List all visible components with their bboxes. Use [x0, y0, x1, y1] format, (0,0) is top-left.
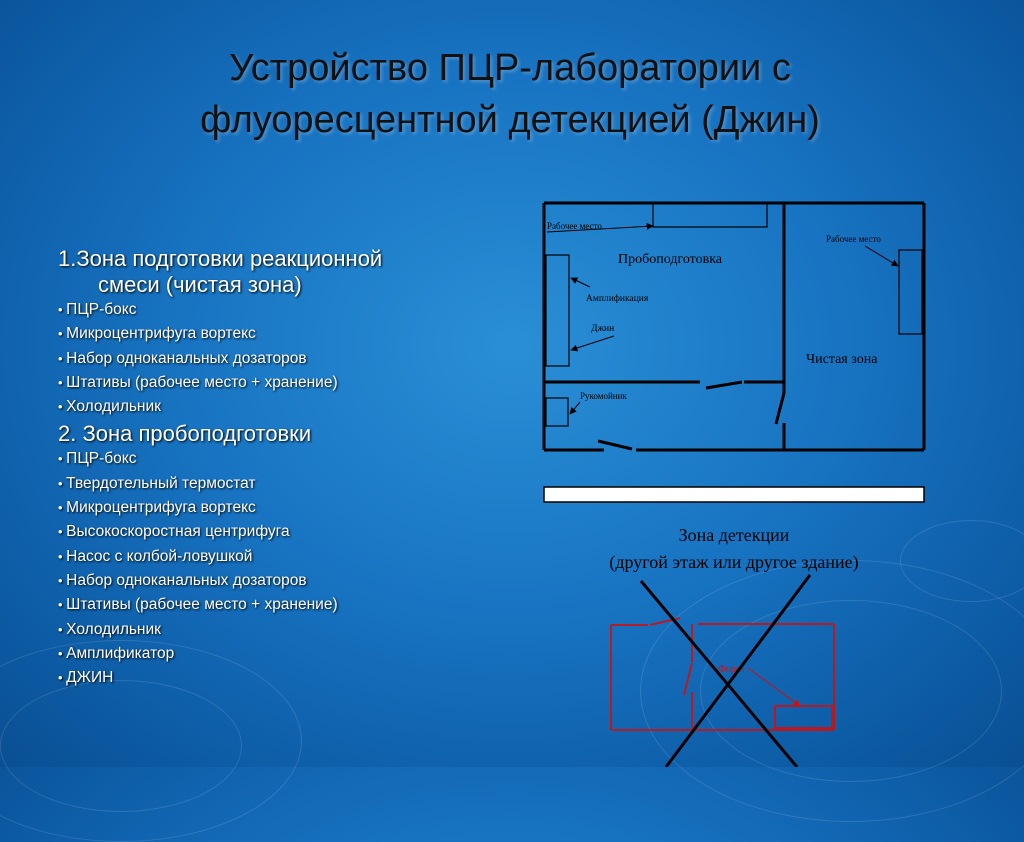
- label-workplace-left: Рабочее место: [547, 221, 602, 231]
- list-item: • Микроцентрифуга вортекс: [58, 322, 508, 346]
- label-workplace-right: Рабочее место: [826, 234, 881, 244]
- list-item: • ПЦР-бокс: [58, 447, 508, 471]
- list-item: • Набор одноканальных дозаторов: [58, 347, 508, 371]
- list-item: • Штативы (рабочее место + хранение): [58, 593, 508, 617]
- section1-heading: 1.Зона подготовки реакционной: [58, 246, 383, 271]
- list-item: • Набор одноканальных дозаторов: [58, 569, 508, 593]
- label-sink: Рукомойник: [580, 391, 627, 401]
- corridor-bar: [544, 487, 924, 502]
- list-item: • ПЦР-бокс: [58, 298, 508, 322]
- label-electrophoresis: Форез: [718, 664, 745, 675]
- title-line-2: флуоресцентной детекцией (Джин): [200, 99, 820, 141]
- label-sample-prep-room: Пробоподготовка: [618, 252, 723, 267]
- list-item: • Амплификатор: [58, 642, 508, 666]
- label-amplification: Амплификация: [586, 294, 649, 304]
- list-item: • Твердотельный термостат: [58, 472, 508, 496]
- arrow-electrophoresis: [748, 668, 800, 706]
- label-clean-zone: Чистая зона: [806, 352, 878, 367]
- list-item: • Микроцентрифуга вортекс: [58, 496, 508, 520]
- section1-heading-cont: смеси (чистая зона): [98, 272, 302, 297]
- list-item: • Штативы (рабочее место + хранение): [58, 371, 508, 395]
- detection-zone-title: Зона детекции: [678, 525, 790, 545]
- list-item: • Холодильник: [58, 618, 508, 642]
- list-item: • Холодильник: [58, 395, 508, 419]
- section2-heading: 2. Зона пробоподготовки: [58, 421, 312, 447]
- list-item: • Насос с колбой-ловушкой: [58, 545, 508, 569]
- title-line-1: Устройство ПЦР-лаборатории с: [229, 47, 791, 89]
- list-item: • Высокоскоростная центрифуга: [58, 520, 508, 544]
- label-gene: Джин: [591, 324, 615, 334]
- detection-zone-note: (другой этаж или другое здание): [609, 552, 859, 572]
- list-item: • ДЖИН: [58, 666, 508, 690]
